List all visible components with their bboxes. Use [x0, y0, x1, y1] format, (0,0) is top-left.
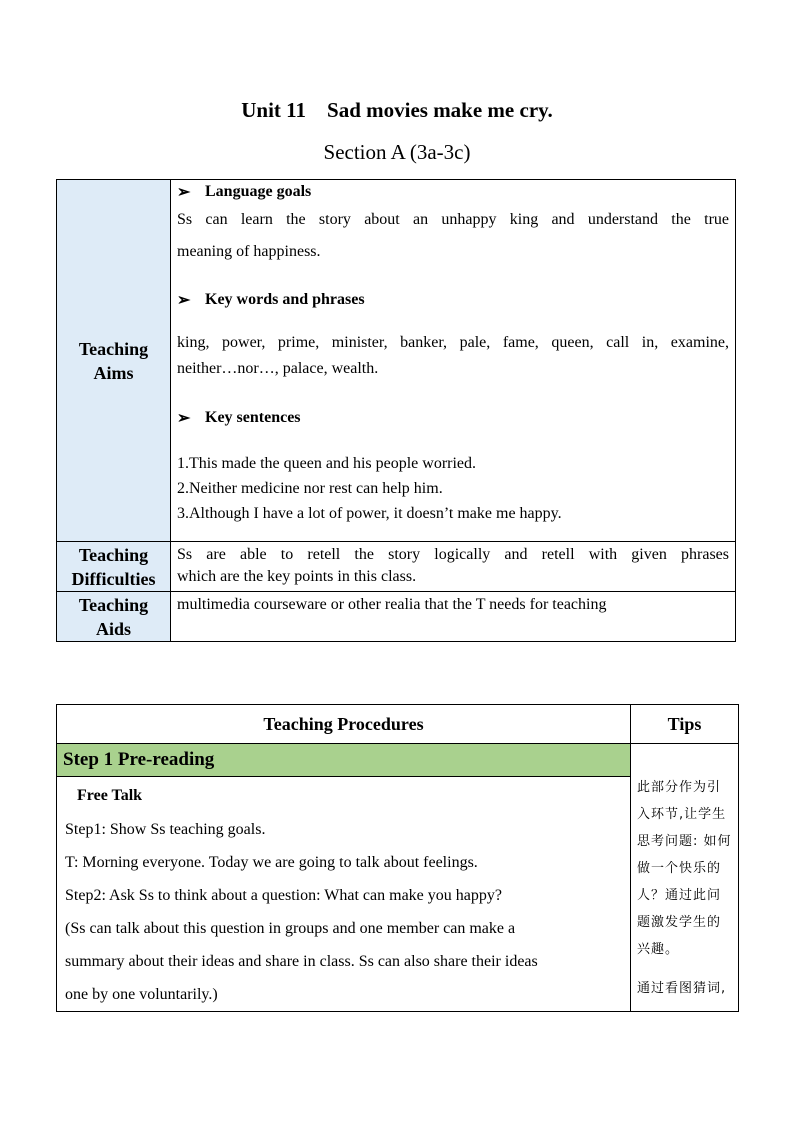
- key-sentence: 2.Neither medicine nor rest can help him.: [177, 480, 443, 497]
- procedure-line: one by one voluntarily.): [65, 986, 218, 1003]
- teaching-procedures-table: [56, 704, 739, 1012]
- teaching-aids-content: [171, 592, 736, 642]
- aids-text: multimedia courseware or other realia that the T needs for teaching: [177, 596, 607, 613]
- tip-line: 兴趣。: [637, 942, 680, 957]
- tips-header: Tips: [631, 705, 739, 744]
- label-line: Difficulties: [71, 568, 156, 589]
- language-goals-text: meaning of happiness.: [177, 243, 321, 260]
- label-line: Aims: [93, 362, 134, 383]
- section-subtitle: Section A (3a-3c): [323, 140, 471, 164]
- tip-line: 人？通过此问: [637, 888, 722, 903]
- procedure-line: Step1: Show Ss teaching goals.: [65, 821, 266, 838]
- key-sentences-heading: ➢ Key sentences: [177, 409, 301, 427]
- procedure-line: T: Morning everyone. Today we are going to talk about feelings.: [65, 854, 478, 871]
- teaching-difficulties-content: [171, 542, 736, 592]
- step-1-title: Step 1 Pre-reading: [57, 744, 631, 777]
- tips-spacer: [637, 744, 732, 774]
- language-goals-heading: ➢ Language goals: [177, 183, 312, 201]
- procedure-line: (Ss can talk about this question in groups and one member can make a: [65, 920, 516, 937]
- unit-title: Unit 11 Sad movies make me cry.: [241, 98, 553, 122]
- teaching-aims-label: [57, 180, 171, 542]
- teaching-aims-content: [171, 180, 736, 542]
- tip-line: 题激发学生的: [637, 915, 722, 930]
- arrow-bullet-icon: ➢: [177, 410, 191, 427]
- label-line: Teaching: [78, 544, 149, 565]
- teaching-aims-table: [56, 179, 736, 642]
- free-talk-heading: Free Talk: [77, 787, 143, 804]
- tip-line: 思考问题: 如何: [637, 834, 732, 849]
- label-line: Teaching: [78, 594, 149, 615]
- key-words-text: neither…nor…, palace, wealth.: [177, 360, 379, 377]
- difficulties-text: which are the key points in this class.: [177, 568, 417, 585]
- tips-content: [631, 744, 739, 1012]
- key-words-heading: ➢ Key words and phrases: [177, 291, 365, 309]
- step-1-body: [57, 777, 631, 1012]
- tip-line: 做一个快乐的: [637, 861, 722, 876]
- teaching-difficulties-label: [57, 542, 171, 592]
- procedure-line: Step2: Ask Ss to think about a question: What can make you happy?: [65, 887, 502, 904]
- teaching-aids-label: [57, 592, 171, 642]
- tip-line: 入环节,让学生: [637, 807, 727, 822]
- label-line: Aids: [95, 618, 131, 639]
- key-words-text: king, power, prime, minister, banker, pale, fame, queen, call in, examine,: [177, 334, 729, 351]
- difficulties-text: Ss are able to retell the story logically and retell with given phrases: [177, 546, 729, 563]
- procedures-header: Teaching Procedures: [57, 705, 631, 744]
- label-line: Teaching: [78, 338, 149, 359]
- tip-line: 此部分作为引: [637, 780, 722, 795]
- key-sentence: 3.Although I have a lot of power, it doesn’t make me happy.: [177, 505, 562, 522]
- arrow-bullet-icon: ➢: [177, 292, 191, 309]
- arrow-bullet-icon: ➢: [177, 184, 191, 201]
- procedure-line: summary about their ideas and share in class. Ss can also share their ideas: [65, 953, 538, 970]
- language-goals-text: Ss can learn the story about an unhappy king and understand the true: [177, 211, 729, 228]
- key-sentence: 1.This made the queen and his people worried.: [177, 455, 477, 472]
- tip-line: 通过看图猜词,: [637, 981, 727, 996]
